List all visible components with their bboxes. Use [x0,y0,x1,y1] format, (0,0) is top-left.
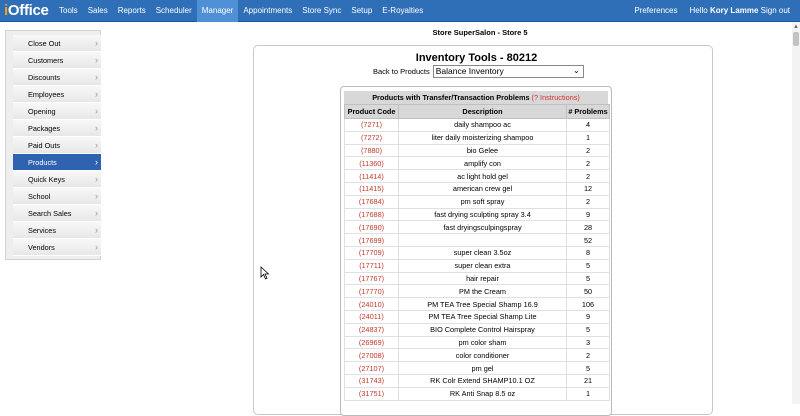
chevron-down-icon: ⌄ [573,65,580,75]
product-code-link[interactable]: (27107) [345,362,399,375]
product-description: PM TEA Tree Special Shamp Lite [399,310,567,323]
product-description: fast drying sculpting spray 3.4 [399,208,567,221]
nav-setup[interactable]: Setup [351,6,373,15]
nav-right [628,0,796,22]
sidebar-item-label: Customers [28,56,64,65]
product-description: color conditioner [399,349,567,362]
product-code-link[interactable]: (11415) [345,182,399,195]
product-code-link[interactable]: (24010) [345,298,399,311]
table-row [345,259,610,272]
table-row [345,208,610,221]
product-description: amplify con [399,157,567,170]
inventory-tool-select[interactable]: Balance Inventory ⌄ [433,65,584,78]
problem-count: 2 [567,170,610,183]
problems-table-box [340,86,612,416]
chevron-right-icon: › [95,106,98,116]
chevron-right-icon: › [95,225,98,235]
table-row [345,195,610,208]
sidebar-item-label: Employees [28,90,65,99]
product-description: hair repair [399,272,567,285]
problem-count: 50 [567,285,610,298]
product-code-link[interactable]: (17684) [345,195,399,208]
sidebar-menu [13,35,101,256]
sidebar-item-opening[interactable] [13,103,101,120]
preferences-link[interactable]: Preferences [634,6,678,15]
col-header-product-code: Product Code [345,105,399,119]
problem-count: 106 [567,298,610,311]
table-row [345,131,610,144]
table-row [345,272,610,285]
problems-table [344,104,610,401]
table-row [345,119,610,132]
problem-count: 5 [567,323,610,336]
nav-tools[interactable]: Tools [59,6,78,15]
product-description: BIO Complete Control Hairspray [399,323,567,336]
table-row [345,182,610,195]
scrollbar-thumb[interactable] [793,32,799,46]
product-description: american crew gel [399,182,567,195]
sidebar-item-discounts[interactable] [13,69,101,86]
product-description: PM the Cream [399,285,567,298]
sidebar-item-label: Vendors [28,243,55,252]
problem-count: 9 [567,208,610,221]
back-to-products-label: Back to Products [373,66,430,76]
chevron-right-icon: › [95,38,98,48]
table-row [345,349,610,362]
sidebar-item-label: Paid Outs [28,141,61,150]
product-description: RK Anti Snap 8.5 oz [399,387,567,400]
product-description: ac light hold gel [399,170,567,183]
problem-count: 3 [567,336,610,349]
product-code-link[interactable]: (17690) [345,221,399,234]
sidebar-item-label: Close Out [28,39,61,48]
chevron-right-icon: › [95,242,98,252]
chevron-right-icon: › [95,89,98,99]
table-row [345,144,610,157]
chevron-right-icon: › [95,191,98,201]
problem-count: 12 [567,182,610,195]
problem-count: 8 [567,246,610,259]
sign-out-link[interactable]: Sign out [760,6,790,15]
chevron-right-icon: › [95,123,98,133]
table-row [345,285,610,298]
product-code-link[interactable]: (24011) [345,310,399,323]
problem-count: 2 [567,349,610,362]
back-row [373,64,584,78]
product-description: daily shampoo ac [399,119,567,132]
problem-count: 5 [567,259,610,272]
product-code-link[interactable]: (17767) [345,272,399,285]
sidebar-item-label: Services [28,226,56,235]
product-description: bio Gelee [399,144,567,157]
table-row [345,157,610,170]
table-row [345,374,610,387]
product-description: PM TEA Tree Special Shamp 16.9 [399,298,567,311]
user-greeting: Hello Kory Lamme Sign out [689,6,790,15]
chevron-right-icon: › [95,72,98,82]
sidebar-item-label: Discounts [28,73,61,82]
sidebar-item-label: School [28,192,51,201]
product-code-link[interactable]: (17699) [345,234,399,247]
chevron-right-icon: › [95,208,98,218]
product-code-link[interactable]: (7271) [345,119,399,132]
product-code-link[interactable]: (17709) [345,246,399,259]
product-code-link[interactable]: (27008) [345,349,399,362]
nav-appointments[interactable]: Appointments [243,6,293,15]
product-code-link[interactable]: (11414) [345,170,399,183]
product-description: RK Colr Extend SHAMP10.1 OZ [399,374,567,387]
problem-count: 4 [567,119,610,132]
problem-count: 28 [567,221,610,234]
table-caption: Products with Transfer/Transaction Problems (? Instructions) [344,91,608,104]
product-code-link[interactable]: (17770) [345,285,399,298]
sidebar-item-paid-outs[interactable] [13,137,101,154]
product-code-link[interactable]: (17688) [345,208,399,221]
problem-count: 2 [567,144,610,157]
nav-sales[interactable]: Sales [87,6,108,15]
product-description: pm color sham [399,336,567,349]
problem-count: 1 [567,131,610,144]
sidebar-item-school[interactable] [13,188,101,205]
sidebar-item-products[interactable] [13,154,101,171]
sidebar-item-label: Products [28,158,57,167]
nav-reports[interactable]: Reports [117,6,146,15]
sidebar [5,30,101,260]
main-nav [54,0,428,22]
table-row [345,323,610,336]
table-header-row [345,105,610,119]
product-code-link[interactable]: (17711) [345,259,399,272]
sidebar-item-employees[interactable] [13,86,101,103]
table-row [345,234,610,247]
sidebar-item-packages[interactable] [13,120,101,137]
chevron-right-icon: › [95,55,98,65]
product-code-link[interactable]: (31743) [345,374,399,387]
product-description: pm gel [399,362,567,375]
sidebar-item-vendors[interactable] [13,239,101,256]
product-description: pm soft spray [399,195,567,208]
sidebar-item-label: Packages [28,124,61,133]
table-row [345,387,610,400]
sidebar-item-close-out[interactable] [13,35,101,52]
sidebar-item-label: Quick Keys [28,175,65,184]
product-code-link[interactable]: (26969) [345,336,399,349]
mouse-cursor-icon [260,266,270,280]
product-code-link[interactable]: (7272) [345,131,399,144]
table-row [345,336,610,349]
page-title: Inventory Tools - 80212 [415,52,538,64]
chevron-right-icon: › [95,140,98,150]
sidebar-item-quick-keys[interactable] [13,171,101,188]
sidebar-item-label: Search Sales [28,209,72,218]
app-logo[interactable]: iOffice [4,2,49,19]
page-title-row [0,52,800,64]
store-title: Store SuperSalon - Store 5 [432,28,528,37]
table-row [345,170,610,183]
problem-count: 52 [567,234,610,247]
table-row [345,310,610,323]
table-row [345,298,610,311]
chevron-right-icon: › [95,157,98,167]
table-row [345,362,610,375]
user-name: Kory Lamme [709,6,759,15]
col-header-description: Description [399,105,567,119]
nav-scheduler[interactable]: Scheduler [155,6,192,15]
problem-count: 9 [567,310,610,323]
product-description [399,234,567,247]
sidebar-item-search-sales[interactable] [13,205,101,222]
scroll-up-icon[interactable]: ▲ [793,24,799,30]
nav-manager[interactable]: Manager [197,0,239,22]
product-description: fast dryingsculpingspray [399,221,567,234]
col-header-problems: # Problems [567,105,610,119]
product-description: super clean 3.5oz [399,246,567,259]
nav-store-sync[interactable]: Store Sync [302,6,342,15]
table-row [345,246,610,259]
product-code-link[interactable]: (31751) [345,387,399,400]
problem-count: 21 [567,374,610,387]
instructions-link[interactable]: (? Instructions) [531,93,580,102]
top-nav-bar [0,0,800,22]
chevron-right-icon: › [95,174,98,184]
sidebar-item-label: Opening [28,107,56,116]
problem-count: 5 [567,362,610,375]
problem-count: 2 [567,157,610,170]
product-description: super clean extra [399,259,567,272]
sidebar-item-services[interactable] [13,222,101,239]
nav-e-royalties[interactable]: E-Royalties [382,6,424,15]
problem-count: 5 [567,272,610,285]
table-row [345,221,610,234]
problem-count: 2 [567,195,610,208]
product-description: liter daily moisterizing shampoo [399,131,567,144]
problem-count: 1 [567,387,610,400]
page-scrollbar[interactable] [792,22,800,404]
product-code-link[interactable]: (7880) [345,144,399,157]
product-code-link[interactable]: (11360) [345,157,399,170]
product-code-link[interactable]: (24837) [345,323,399,336]
